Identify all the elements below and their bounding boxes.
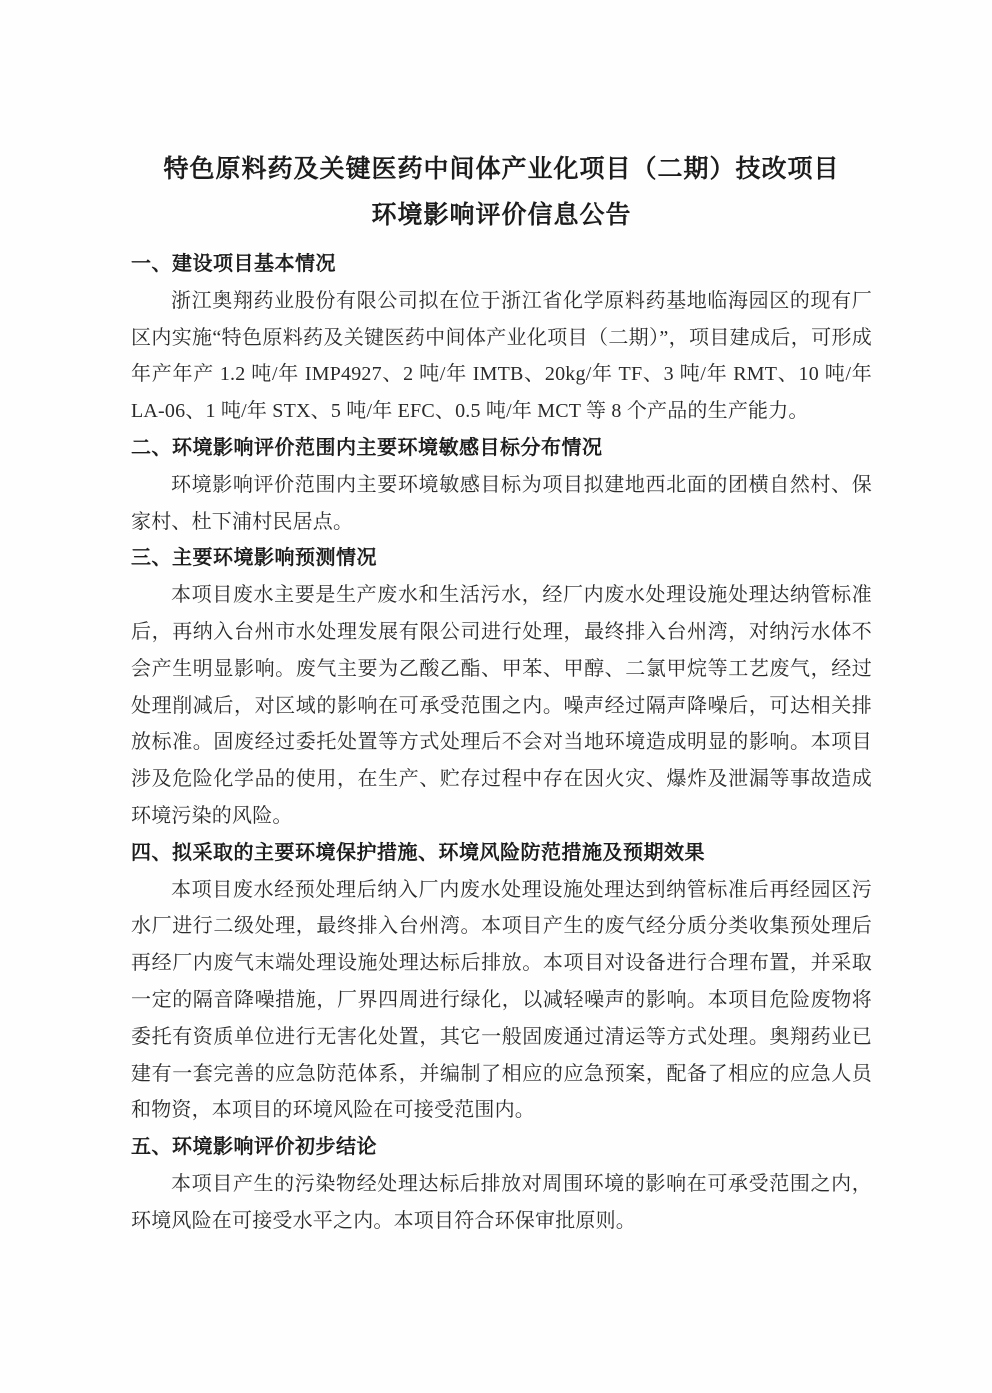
document-content bbox=[131, 146, 872, 1240]
section-3-paragraph: 本项目废水主要是生产废水和生活污水，经厂内废水处理设施处理达纳管标准后，再纳入台州市水处理发展有限公司进行处理，最终排入台州湾，对纳污水体不会产生明显影响。废气主要为乙酸乙酯、甲苯、甲醇、二氯甲烷等工艺废气，经过处理削减后，对区域的影响在可承受范围之内。噪声经过隔声降噪后，可达相关排放标准。固废经过委托处置等方式处理后不会对当地环境造成明显的影响。本项目涉及危险化学品的使用，在生产、贮存过程中存在因火灾、爆炸及泄漏等事故造成环境污染的风险。 bbox=[131, 584, 872, 827]
section-5 bbox=[131, 1129, 872, 1239]
document-title bbox=[131, 146, 872, 238]
section-3 bbox=[131, 540, 872, 834]
section-2 bbox=[131, 430, 872, 540]
section-2-paragraph: 环境影响评价范围内主要环境敏感目标为项目拟建地西北面的团横自然村、保家村、杜下浦村民居点。 bbox=[131, 473, 872, 533]
section-5-paragraph: 本项目产生的污染物经处理达标后排放对周围环境的影响在可承受范围之内，环境风险在可接受水平之内。本项目符合环保审批原则。 bbox=[131, 1172, 872, 1232]
section-1 bbox=[131, 246, 872, 430]
section-4 bbox=[131, 835, 872, 1129]
section-1-paragraph: 浙江奥翔药业股份有限公司拟在位于浙江省化学原料药基地临海园区的现有厂区内实施“特色原料药及关键医药中间体产业化项目（二期）”，项目建成后，可形成年产年产 1.2 吨/年 IMP4927、2 吨/年 IMTB、20kg/年 TF、3 吨/年 RMT、10 吨/年 LA-06、1 吨/年 STX、5 吨/年 EFC、0.5 吨/年 MCT 等 8 个产品的生产能力。 bbox=[131, 289, 872, 423]
document-title-line-2: 环境影响评价信息公告 bbox=[371, 201, 632, 229]
section-5-heading: 五、环境影响评价初步结论 bbox=[131, 1136, 377, 1159]
section-4-heading: 四、拟采取的主要环境保护措施、环境风险防范措施及预期效果 bbox=[131, 841, 705, 864]
section-2-heading: 二、环境影响评价范围内主要环境敏感目标分布情况 bbox=[131, 436, 603, 459]
document-title-line-1: 特色原料药及关键医药中间体产业化项目（二期）技改项目 bbox=[163, 155, 840, 183]
section-1-heading: 一、建设项目基本情况 bbox=[131, 253, 336, 275]
section-3-heading: 三、主要环境影响预测情况 bbox=[131, 547, 377, 570]
section-4-paragraph: 本项目废水经预处理后纳入厂内废水处理设施处理达到纳管标准后再经园区污水厂进行二级处理，最终排入台州湾。本项目产生的废气经分质分类收集预处理后再经厂内废气末端处理设施处理达标后排放。本项目对设备进行合理布置，并采取一定的隔音降噪措施，厂界四周进行绿化，以减轻噪声的影响。本项目危险废物将委托有资质单位进行无害化处置，其它一般固废通过清运等方式处理。奥翔药业已建有一套完善的应急防范体系，并编制了相应的应急预案，配备了相应的应急人员和物资，本项目的环境风险在可接受范围内。 bbox=[131, 878, 872, 1122]
